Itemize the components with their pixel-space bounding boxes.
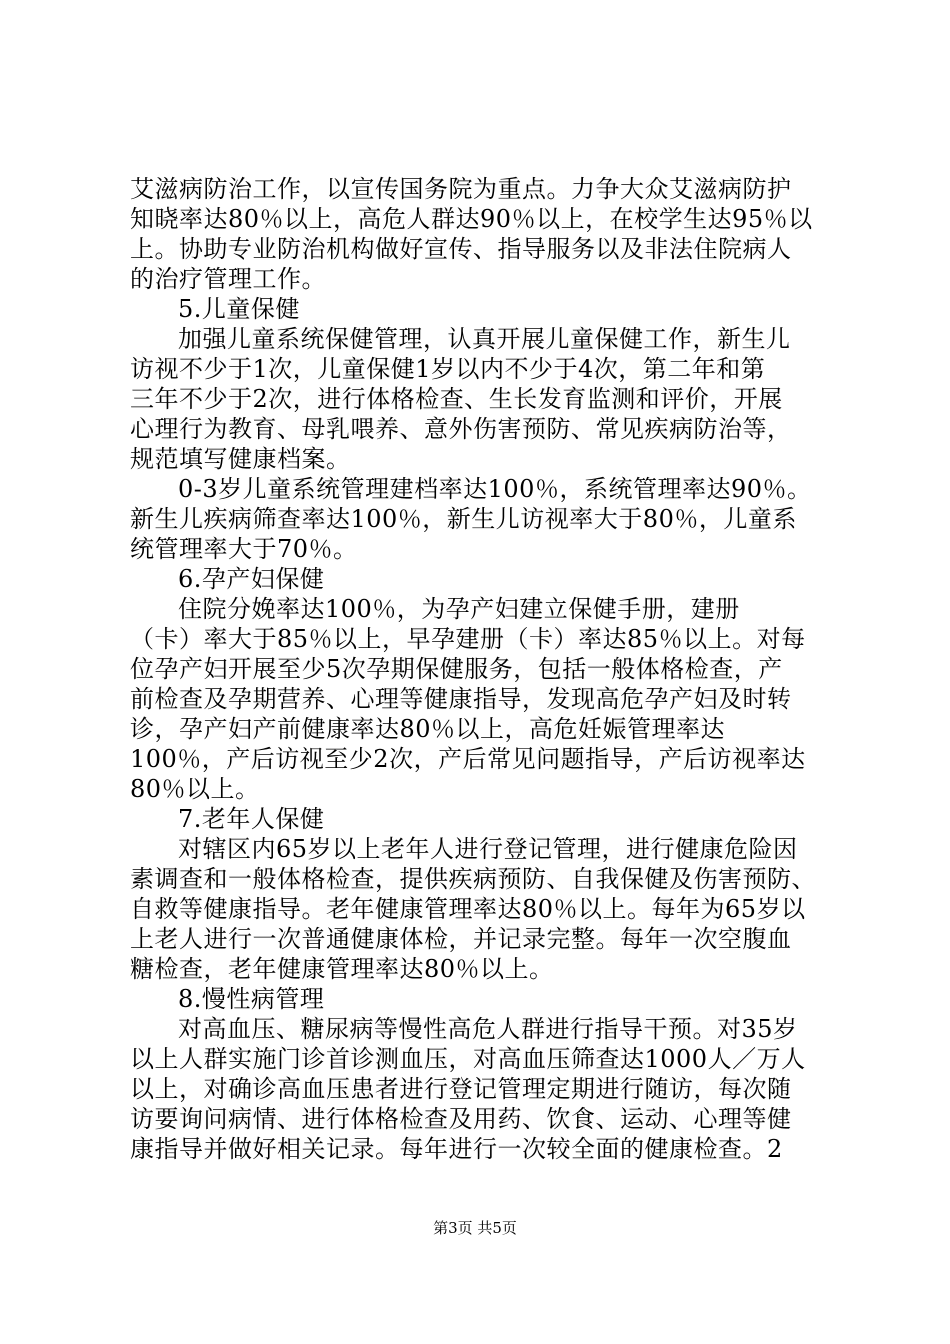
text-line: 的治疗管理工作。: [130, 265, 326, 293]
text-line: 5.儿童保健: [178, 295, 300, 323]
text-line: 访要询问病情、进行体格检查及用药、饮食、运动、心理等健: [130, 1105, 792, 1133]
text-line: 80％以上。: [130, 775, 260, 803]
text-line: 上。协助专业防治机构做好宣传、指导服务以及非法住院病人: [130, 235, 792, 263]
text-line: 素调查和一般体格检查，提供疾病预防、自我保健及伤害预防、: [130, 865, 816, 893]
text-line: 糖检查，老年健康管理率达80％以上。: [130, 955, 554, 983]
text-line: 0-3岁儿童系统管理建档率达100％，系统管理率达90％。: [178, 475, 812, 503]
text-line: 自救等健康指导。老年健康管理率达80％以上。每年为65岁以: [130, 895, 806, 923]
text-line: 三年不少于2次，进行体格检查、生长发育监测和评价，开展: [130, 385, 783, 413]
text-line: （卡）率大于85％以上，早孕建册（卡）率达85％以上。对每: [130, 625, 806, 653]
text-line: 上老人进行一次普通健康体检，并记录完整。每年一次空腹血: [130, 925, 792, 953]
text-line: 艾滋病防治工作，以宣传国务院为重点。力争大众艾滋病防护: [130, 175, 792, 203]
text-line: 住院分娩率达100％，为孕产妇建立保健手册，建册: [178, 595, 740, 623]
page-number-label: 第3页 共5页: [433, 1219, 517, 1237]
text-line: 前检查及孕期营养、心理等健康指导，发现高危孕产妇及时转: [130, 685, 792, 713]
text-line: 加强儿童系统保健管理，认真开展儿童保健工作，新生儿: [178, 325, 791, 353]
text-line: 对高血压、糖尿病等慢性高危人群进行指导干预。对35岁: [178, 1015, 798, 1043]
text-line: 100％，产后访视至少2次，产后常见问题指导，产后访视率达: [130, 745, 806, 773]
page-footer: [0, 1218, 950, 1238]
text-line: 康指导并做好相关记录。每年进行一次较全面的健康检查。2: [130, 1135, 783, 1163]
text-line: 访视不少于1次，儿童保健1岁以内不少于4次，第二年和第: [130, 355, 766, 383]
text-line: 7.老年人保健: [178, 805, 325, 833]
text-line: 8.慢性病管理: [178, 985, 325, 1013]
text-line: 心理行为教育、母乳喂养、意外伤害预防、常见疾病防治等，: [130, 415, 792, 443]
text-line: 诊，孕产妇产前健康率达80％以上，高危妊娠管理率达: [130, 715, 726, 743]
text-line: 新生儿疾病筛查率达100％，新生儿访视率大于80％，儿童系: [130, 505, 797, 533]
text-line: 规范填写健康档案。: [130, 445, 351, 473]
text-line: 以上人群实施门诊首诊测血压，对高血压筛查达1000人／万人: [130, 1045, 806, 1073]
document-body: [130, 174, 830, 1164]
text-line: 知晓率达80％以上，高危人群达90％以上，在校学生达95％以: [130, 205, 813, 233]
text-line: 6.孕产妇保健: [178, 565, 325, 593]
text-line: 统管理率大于70％。: [130, 535, 358, 563]
text-line: 位孕产妇开展至少5次孕期保健服务，包括一般体格检查，产: [130, 655, 783, 683]
text-line: 对辖区内65岁以上老年人进行登记管理，进行健康危险因: [178, 835, 798, 863]
text-line: 以上，对确诊高血压患者进行登记管理定期进行随访，每次随: [130, 1075, 792, 1103]
